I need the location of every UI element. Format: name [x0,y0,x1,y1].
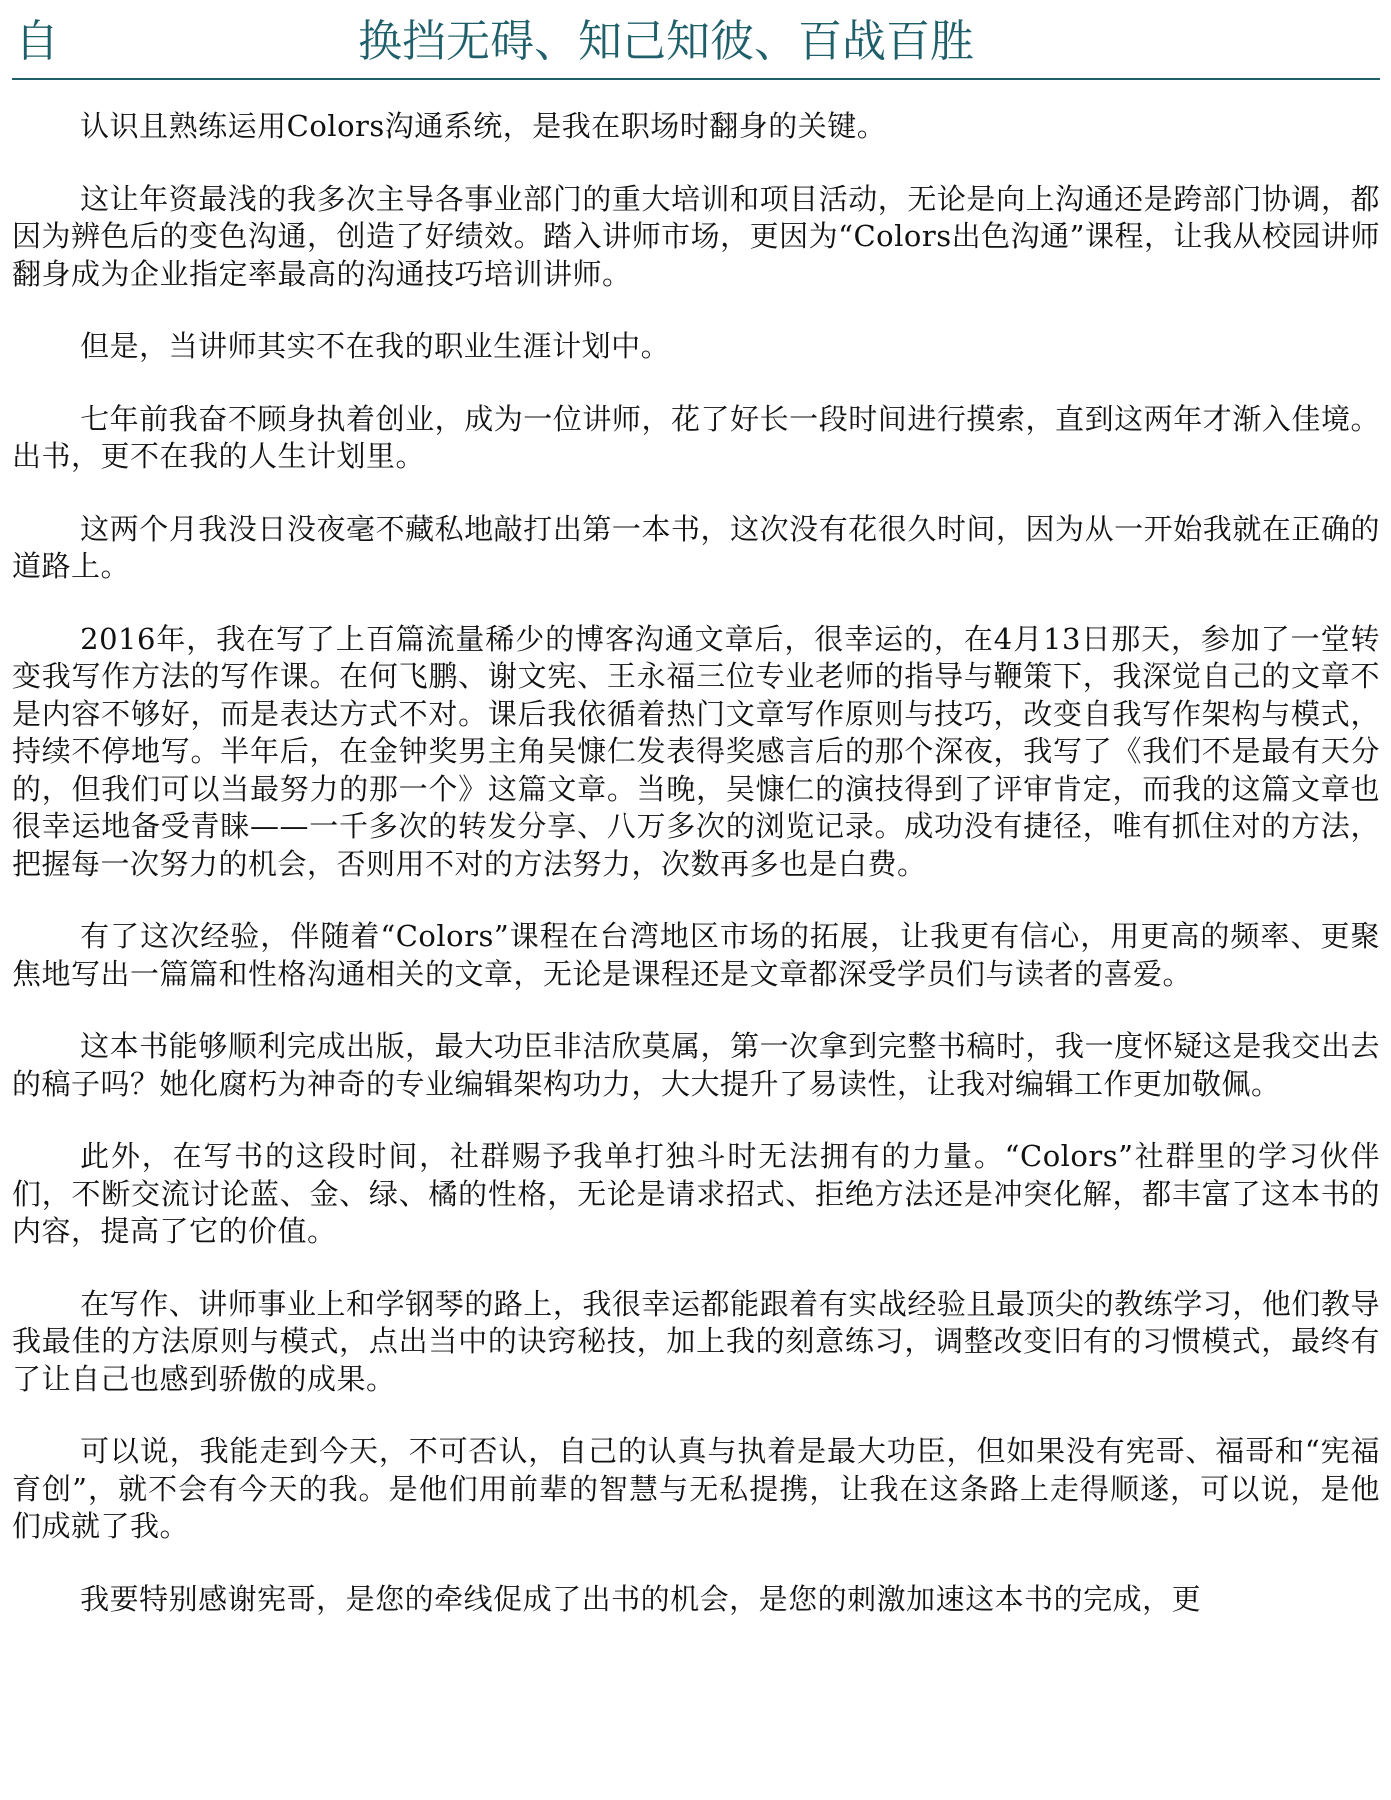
paragraph: 可以说，我能走到今天，不可否认，自己的认真与执着是最大功臣，但如果没有宪哥、福哥和“宪福育创”，就不会有今天的我。是他们用前辈的智慧与无私提携，让我在这条路上走得顺遂，可以说，是他们成就了我。 [12,1434,1380,1543]
paragraph: 七年前我奋不顾身执着创业，成为一位讲师，花了好长一段时间进行摸索，直到这两年才渐入佳境。出书，更不在我的人生计划里。 [12,401,1380,473]
paragraph: 这两个月我没日没夜毫不藏私地敲打出第一本书，这次没有花很久时间，因为从一开始我就在正确的道路上。 [12,511,1380,583]
paragraph: 我要特别感谢宪哥，是您的牵线促成了出书的机会，是您的刺激加速这本书的完成，更 [80,1581,1202,1616]
paragraph: 此外，在写书的这段时间，社群赐予我单打独斗时无法拥有的力量。“Colors”社群里的学习伙伴们，不断交流讨论蓝、金、绿、橘的性格，无论是请求招式、拒绝方法还是冲突化解，都丰富了这本书的内容，提高了它的价值。 [12,1139,1380,1248]
page-header [12,8,1380,80]
paragraph: 2016年，我在写了上百篇流量稀少的博客沟通文章后，很幸运的，在4月13日那天，参加了一堂转变我写作方法的写作课。在何飞鹏、谢文宪、王永福三位专业老师的指导与鞭策下，我深觉自己的文章不是内容不够好，而是表达方式不对。课后我依循着热门文章写作原则与技巧，改变自我写作架构与模式，持续不停地写。半年后，在金钟奖男主角吴慷仁发表得奖感言后的那个深夜，我写了《我们不是最有天分的，但我们可以当最努力的那一个》这篇文章。当晚，吴慷仁的演技得到了评审肯定，而我的这篇文章也很幸运地备受青睐——一千多次的转发分享、八万多次的浏览记录。成功没有捷径，唯有抓住对的方法，把握每一次努力的机会，否则用不对的方法努力，次数再多也是白费。 [12,621,1380,881]
paragraph: 在写作、讲师事业上和学钢琴的路上，我很幸运都能跟着有实战经验且最顶尖的教练学习，他们教导我最佳的方法原则与模式，点出当中的诀窍秘技，加上我的刻意练习，调整改变旧有的习惯模式，最终有了让自己也感到骄傲的成果。 [12,1286,1380,1396]
paragraph: 这本书能够顺利完成出版，最大功臣非洁欣莫属，第一次拿到完整书稿时，我一度怀疑这是我交出去的稿子吗？她化腐朽为神奇的专业编辑架构功力，大大提升了易读性，让我对编辑工作更加敬佩。 [12,1029,1380,1101]
paragraph: 但是，当讲师其实不在我的职业生涯计划中。 [80,329,671,363]
paragraph: 认识且熟练运用Colors沟通系统，是我在职场时翻身的关键。 [80,109,887,143]
page-title: 换挡无碍、知己知彼、百战百胜 [358,16,974,67]
chapter-mark: 自 [15,16,59,67]
body-text [12,108,1380,1653]
paragraph: 有了这次经验，伴随着“Colors”课程在台湾地区市场的拓展，让我更有信心，用更高的频率、更聚焦地写出一篇篇和性格沟通相关的文章，无论是课程还是文章都深受学员们与读者的喜爱。 [12,919,1380,991]
paragraph: 这让年资最浅的我多次主导各事业部门的重大培训和项目活动，无论是向上沟通还是跨部门协调，都因为辨色后的变色沟通，创造了好绩效。踏入讲师市场，更因为“Colors出色沟通”课程，让我从校园讲师翻身成为企业指定率最高的沟通技巧培训讲师。 [12,181,1380,291]
